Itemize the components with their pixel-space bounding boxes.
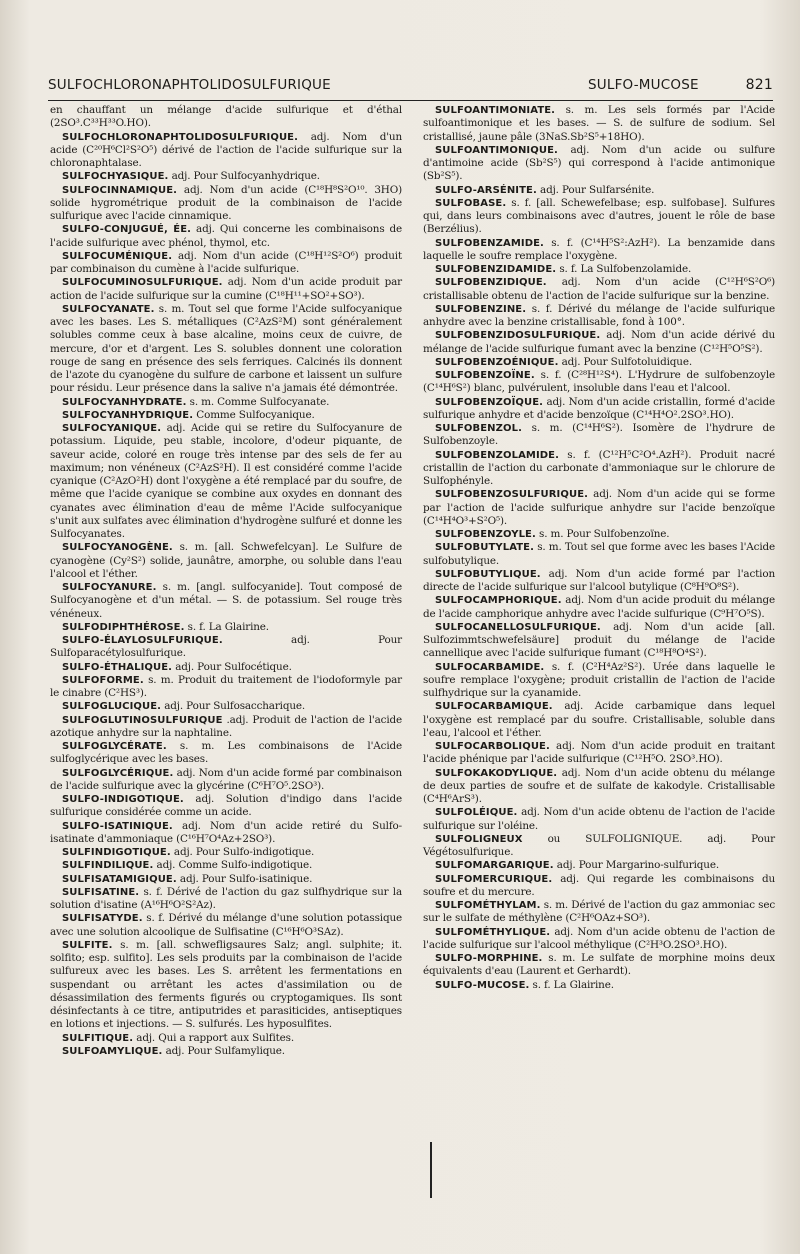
dictionary-entry (423, 568, 775, 595)
dictionary-entry (50, 581, 402, 621)
dictionary-entry (50, 422, 402, 541)
entry-headword: SULFOBENZIDOSULFURIQUE. (435, 330, 601, 342)
entry-headword: SULFO-CONJUGUÉ, ÉE. (62, 224, 192, 236)
dictionary-entry (423, 661, 775, 701)
entry-definition: s. f. (C²H⁴Az²S²). Urée dans laquelle le soufre remplace l'oxygène; produit cristallin de l'action de l'acide sulfhydrique sur la cyanamide. (423, 660, 775, 699)
dictionary-entry (423, 369, 775, 396)
entry-definition: adj. Nom d'un acide (C¹⁸H⁸S²O¹⁰. 3HO) solide hygrométrique produit de la combinaison de l'acide sulfurique avec l'acide cinnamique. (50, 183, 402, 222)
entry-headword: SULFITE. (62, 939, 113, 951)
entry-headword: SULFOBASE. (435, 197, 507, 209)
entry-definition: s. f. La Glairine. (529, 978, 614, 991)
entry-headword: SULFISATAMIGIQUE. (62, 873, 177, 885)
entry-headword: SULFOCYANATE. (62, 303, 155, 315)
entry-headword: SULFOCHYASIQUE. (62, 171, 169, 183)
entry-headword: SULFOBUTYLATE. (435, 542, 535, 554)
dictionary-entry (50, 184, 402, 224)
entry-headword: SULFOCYANHYDRATE. (62, 396, 187, 408)
entry-definition: adj. Nom d'un acide cristallin, formé d'acide sulfurique anhydre et d'acide benzoïque (C¹⁴H⁴O².2SO³.HO). (423, 395, 775, 421)
entry-definition: adj. Nom d'un acide dérivé du mélange de l'acide sulfurique fumant avec la benzine (C¹²H⁵O⁵S²). (423, 329, 775, 355)
dictionary-entry (423, 197, 775, 237)
dictionary-entry (423, 396, 775, 423)
entry-headword: SULFO-ÉLAYLOSULFURIQUE. (62, 635, 223, 646)
entry-definition: adj. Pour Sulfamylique. (162, 1044, 285, 1057)
header-rule (48, 100, 773, 101)
entry-headword: SULFOCUMINOSULFURIQUE. (62, 277, 223, 289)
entry-definition: s. f. (C¹⁴H⁵S²:AzH²). La benzamide dans laquelle le soufre remplace l'oxygène. (423, 236, 775, 262)
dictionary-entry (50, 700, 402, 713)
entry-definition: s. m. Les combinaisons de l'Acide sulfoglycérique avec les bases. (50, 740, 402, 766)
entry-headword: SULFOGLYCÉRIQUE. (62, 767, 174, 779)
entry-definition: s. m. [all. Schwefelcyan]. Le Sulfure de cyanogène (Cy²S²) solide, jaunâtre, amorphe, ou soluble dans l'eau l'alcool et l'éther. (50, 541, 402, 580)
dictionary-entry (423, 184, 775, 197)
entry-definition: adj. Qui concerne les combinaisons de l'acide sulfurique avec phénol, thymol, etc. (50, 223, 402, 249)
entry-definition: adj. Qui a rapport aux Sulfites. (133, 1031, 294, 1044)
entry-definition: s. m. Pour Sulfobenzoïne. (535, 528, 670, 540)
dictionary-entry (50, 714, 402, 741)
entry-headword: SULFO-MUCOSE. (435, 979, 530, 991)
entry-definition: s. f. (C¹²H⁵C²O⁴.AzH²). Produit nacré cristallin de l'action du carbonate d'ammoniaque sur le chlorure de Sulfophényle. (423, 448, 775, 487)
entry-definition: adj. Nom d'un acide (C¹⁸H¹²S²O⁶) produit par combinaison du cumène à l'acide sulfurique. (50, 249, 402, 275)
entry-definition: s. f. [all. Schewefelbase; esp. sulfobase]. Sulfures qui, dans leurs combinaisons avec d'autres, jouent le rôle de base (Berzélius). (423, 196, 775, 236)
dictionary-entry (423, 594, 775, 621)
entry-definition: s. f. Dérivé du mélange d'une solution potassique avec une solution alcoolique de Sulfisatine (C¹⁶H⁶O³SAz). (50, 912, 402, 938)
entry-definition: adj. Pour Sulfarsénite. (536, 183, 655, 196)
entry-definition: adj. Nom d'un acide (C²⁰H⁶Cl²S²O⁵) dérivé de l'action de l'acide sulfurique sur la chloronaphtalase. (50, 130, 402, 169)
dictionary-entry (50, 250, 402, 277)
dictionary-entry (50, 223, 402, 250)
entry-headword: SULFO-ARSÉNITE. (435, 184, 537, 196)
dictionary-entry (423, 144, 775, 184)
dictionary-entry (423, 700, 775, 740)
entry-headword: SULFOGLUTINOSULFURIQUE (62, 714, 223, 726)
right-column (423, 104, 775, 992)
dictionary-entry (423, 979, 775, 992)
entry-definition: adj. Nom d'un acide qui se forme par l'action de l'acide sulfurique anhydre sur l'acide benzoïque (C¹⁴H⁴O³+S²O⁵). (423, 488, 775, 527)
header-left-title: SULFOCHLORONAPHTOLIDOSULFURIQUE (48, 77, 331, 93)
entry-headword: SULFOBENZOSULFURIQUE. (435, 489, 589, 501)
entry-headword: SULFINDILIQUE. (62, 860, 154, 872)
entry-headword: SULFOBENZOÏNE. (435, 370, 535, 381)
left-column (50, 104, 402, 1058)
entry-definition: Comme Sulfocyanique. (193, 408, 315, 421)
dictionary-entry (50, 912, 402, 939)
entry-headword: SULFOMÉTHYLIQUE. (435, 926, 551, 938)
entry-definition: adj. Solution d'indigo dans l'acide sulfurique considérée comme un acide. (50, 793, 402, 819)
entry-headword: SULFO-INDIGOTIQUE. (62, 794, 184, 805)
entry-headword: SULFOBENZOYLE. (435, 529, 536, 540)
entry-definition: s. m. Tout sel que forme l'Acide sulfocyanique avec les bases. Les S. métalliques (C²AzS²M) sont généralement solubles comme ceux à base alcaline, moins ceux de cuivre, de mercure, d'or et d'argent. Les S. solubles donnent une coloration rouge de sang en présence des sels ferriques. Calcinés ils donnent de l'azote du cyanogène du sulfure de carbone et laissent un sulfure pour résidu. Leur présence dans la salive n'a jamais été démontrée. (50, 302, 402, 395)
entry-definition: adj. Nom d'un acide produit en traitant l'acide phénique par l'acide sulfurique (C¹²H⁵O. 2SO³.HO). (423, 740, 775, 766)
entry-definition: .adj. Produit de l'action de l'acide azotique anhydre sur la naphtaline. (50, 713, 402, 739)
entry-definition: s. f. La Sulfobenzolamide. (556, 263, 692, 275)
entry-headword: SULFOCYANIQUE. (62, 423, 162, 434)
entry-definition: adj. Nom d'un acide formé par l'action directe de l'acide sulfurique sur l'alcool butylique (C⁸H⁹O⁸S²). (423, 567, 775, 593)
entry-headword: SULFOCYANOGÈNE. (62, 542, 173, 554)
entry-headword: SULFOGLYCÉRATE. (62, 741, 167, 752)
entry-definition: adj. Nom d'un acide obtenu de l'action de l'acide sulfurique sur l'alcool méthylique (C²H³O.2SO³.HO). (423, 925, 775, 951)
entry-definition: adj. Pour Sulfo-isatinique. (176, 872, 313, 885)
dictionary-entry (50, 793, 402, 820)
dictionary-entry (50, 409, 402, 422)
entry-definition: en chauffant un mélange d'acide sulfurique et d'éthal (2SO³.C³³H³³O.HO). (50, 104, 402, 130)
entry-headword: SULFO-ÉTHALIQUE. (62, 661, 173, 673)
dictionary-entry (423, 276, 775, 303)
dictionary-entry (50, 1032, 402, 1045)
entry-definition: adj. Pour Margarino-sulfurique. (553, 859, 719, 872)
dictionary-entry (423, 541, 775, 568)
entry-definition: s. m. Dérivé de l'action du gaz ammoniac sec sur le sulfate de méthylène (C²H⁶OAz+SO³). (423, 899, 775, 925)
entry-definition: adj. Nom d'un acide produit du mélange de l'acide camphorique anhydre avec l'acide sulfurique (C⁹H⁷O⁵S). (423, 594, 775, 620)
dictionary-entry (50, 886, 402, 913)
entry-definition: adj. Nom d'un acide obtenu de l'action de l'acide sulfurique sur l'oléine. (423, 806, 775, 832)
entry-definition: adj. Nom d'un acide produit par action de l'acide sulfurique sur la cumine (C¹⁸H¹¹+SO²+SO³). (50, 276, 402, 302)
entry-headword: SULFO-MORPHINE. (435, 953, 543, 964)
entry-definition: s. f. (C²⁸H¹²S⁴). L'Hydrure de sulfobenzoyle (C¹⁴H⁶S²) blanc, pulvérulent, insoluble dans l'eau et l'alcool. (423, 369, 775, 395)
dictionary-entry (50, 873, 402, 886)
page-number: 821 (745, 77, 773, 93)
entry-definition: s. m. [all. schwefligsaures Salz; angl. sulphite; it. solfito; esp. sulfito]. Les sels produits par la combinaison de l'acide sulfureux avec les bases. Les S. arrêtent les fermentations en suspendant ou arrêtant les actes d'assimilation ou de désassimilation des ferments figurés ou cryptogamiques. Ils sont désinfectants à ce titre, antiputrides et parasiticides, antiseptiques en lotions et injections. — S. sulfurés. Les hyposulfites. (50, 938, 402, 1031)
entry-definition: adj. Pour Sulfosaccharique. (161, 700, 306, 713)
entry-headword: SULFOAMYLIQUE. (62, 1045, 163, 1057)
dictionary-entry (423, 422, 775, 449)
dictionary-entry (423, 833, 775, 860)
entry-headword: SULFOBENZOÉNIQUE. (435, 356, 559, 368)
entry-headword: SULFISATINE. (62, 886, 140, 898)
dictionary-entry (50, 846, 402, 859)
entry-definition: adj. Nom d'un acide (C¹²H⁶S²O⁶) cristallisable obtenu de l'action de l'acide sulfurique sur la benzine. (423, 276, 775, 302)
dictionary-entry (423, 859, 775, 872)
entry-definition: adj. Pour Sulfocyanhydrique. (168, 170, 320, 183)
entry-headword: SULFOBENZOÏQUE. (435, 396, 544, 408)
dictionary-entry (423, 952, 775, 979)
dictionary-entry (423, 899, 775, 926)
running-header (48, 74, 773, 96)
entry-definition: adj. Pour Sulfotoluidique. (558, 355, 692, 368)
entry-headword: SULFOCHLORONAPHTOLIDOSULFURIQUE. (62, 131, 298, 143)
entry-headword: SULFOBENZINE. (435, 303, 527, 315)
dictionary-entry (423, 104, 775, 144)
entry-headword: SULFOMERCURIQUE. (435, 873, 553, 885)
entry-headword: SULFOFORME. (62, 674, 144, 686)
dictionary-entry (423, 356, 775, 369)
entry-headword: SULFOBENZAMIDE. (435, 237, 544, 249)
dictionary-entry (423, 303, 775, 330)
dictionary-entry (50, 541, 402, 581)
entry-definition: s. m. Les sels formés par l'Acide sulfoantimonique et les bases. — S. de sulfure de sodium. Sel cristallisé, jaune pâle (3NaS.Sb²S⁵+18HO). (423, 104, 775, 143)
entry-definition: adj. Nom d'un acide retiré du Sulfo-isatinate d'ammoniaque (C¹⁶H⁷O⁴Az+2SO³). (50, 819, 402, 845)
entry-definition: adj. Acide carbamique dans lequel l'oxygène est remplacé par du soufre. Cristallisable, soluble dans l'eau, l'alcool et l'éther. (423, 700, 775, 739)
dictionary-entry (50, 396, 402, 409)
dictionary-entry (50, 634, 402, 661)
entry-headword: SULFODIPHTHÉROSE. (62, 621, 185, 633)
dictionary-entry (50, 1045, 402, 1058)
entry-definition: s. f. La Glairine. (184, 620, 269, 633)
dictionary-entry (50, 131, 402, 171)
dictionary-entry (50, 820, 402, 847)
entry-headword: SULFOCARBOLIQUE. (435, 741, 550, 752)
entry-definition: adj. Acide qui se retire du Sulfocyanure de potassium. Liquide, peu stable, incolore, d'odeur piquante, de saveur acide, coloré en rouge très intense par des sels de fer au maximum; non vénéneux (C²AzS²H). Il est considéré comme l'acide cyanique (C²AzO²H) dont l'oxygène a été remplacé par du soufre, de même que l'acide cyanique se combine aux oxydes en donnant des cyanates avec élimination d'eau de même l'Acide sulfocyanique s'unit aux sulfates avec élimination d'hydrogène sulfuré et donne les Sulfocyanates. (50, 422, 402, 540)
entry-headword: SULFOCUMÉNIQUE. (62, 250, 173, 262)
header-right-title: SULFO-MUCOSE (588, 77, 699, 93)
dictionary-entry (50, 939, 402, 1032)
dictionary-entry (423, 488, 775, 528)
dictionary-entry (50, 276, 402, 303)
entry-headword: SULFOBENZOLAMIDE. (435, 449, 560, 461)
entry-definition: s. f. Dérivé de l'action du gaz sulfhydrique sur la solution d'isatine (A¹⁶H⁶O²S²Az). (50, 885, 402, 911)
entry-headword: SULFOBENZIDIQUE. (435, 277, 547, 289)
dictionary-entry (423, 806, 775, 833)
dictionary-entry (50, 674, 402, 701)
entry-definition: adj. Pour Sulfoparacétylosulfurique. (50, 634, 402, 660)
entry-headword: SULFOLÉIQUE. (435, 807, 518, 819)
entry-headword: SULFOBUTYLIQUE. (435, 568, 541, 580)
entry-definition: adj. Nom d'un acide ou sulfure d'antimoine acide (Sb²S⁵) qui correspond à l'acide antimonique (Sb²S⁵). (423, 143, 775, 183)
entry-headword: SULFISATYDE. (62, 913, 143, 925)
entry-definition: s. m. Comme Sulfocyanate. (186, 395, 330, 408)
entry-headword: SULFOCYANURE. (62, 582, 157, 593)
entry-definition: adj. Pour Sulfo-indigotique. (170, 846, 315, 858)
entry-headword: SULFOMÉTHYLAM. (435, 900, 541, 911)
entry-headword: SULFOBENZOL. (435, 423, 522, 434)
dictionary-entry (423, 237, 775, 264)
dictionary-entry (50, 740, 402, 767)
dictionary-entry (50, 767, 402, 794)
entry-definition: s. f. Dérivé du mélange de l'acide sulfurique anhydre avec la benzine cristallisable, fond à 100°. (423, 302, 775, 328)
entry-definition: s. m. Le sulfate de morphine moins deux équivalents d'eau (Laurent et Gerhardt). (423, 952, 775, 978)
entry-headword: SULFOCYANHYDRIQUE. (62, 409, 194, 421)
entry-definition: adj. Comme Sulfo-indigotique. (153, 859, 313, 872)
entry-definition: ou SULFOLIGNIQUE. adj. Pour Végétosulfurique. (423, 832, 775, 858)
dictionary-entry (423, 767, 775, 807)
entry-definition: s. m. (C¹⁴H⁶S²). Isomère de l'hydrure de Sulfobenzoyle. (423, 422, 775, 448)
dictionary-entry (50, 170, 402, 183)
entry-headword: SULFOCINNAMIQUE. (62, 184, 178, 196)
entry-headword: SULFOMARGARIQUE. (435, 860, 554, 872)
entry-headword: SULFOBENZIDAMIDE. (435, 264, 557, 275)
margin-mark (430, 1142, 432, 1198)
entry-definition: adj. Pour Sulfocétique. (172, 660, 292, 673)
dictionary-entry (423, 329, 775, 356)
dictionary-entry (50, 661, 402, 674)
dictionary-entry (423, 263, 775, 276)
entry-headword: SULFO-ISATINIQUE. (62, 820, 173, 832)
entry-headword: SULFINDIGOTIQUE. (62, 847, 171, 858)
dictionary-entry (423, 926, 775, 953)
entry-headword: SULFOCAMPHORIQUE. (435, 595, 562, 607)
entry-definition: s. m. Tout sel que forme avec les bases l'Acide sulfobutylique. (423, 541, 775, 567)
dictionary-entry (50, 303, 402, 396)
dictionary-entry (423, 740, 775, 767)
entry-headword: SULFOLIGNEUX (435, 833, 523, 845)
dictionary-entry (423, 621, 775, 661)
entry-definition: adj. Nom d'un acide formé par combinaison de l'acide sulfurique avec la glycérine (C⁶H⁷O⁵.2SO³). (50, 766, 402, 792)
entry-definition: s. m. [angl. sulfocyanide]. Tout composé de Sulfocyanogène et d'un métal. — S. de potassium. Sel rouge très vénéneux. (50, 581, 402, 620)
dictionary-entry (50, 104, 402, 131)
dictionary-entry (50, 859, 402, 872)
dictionary-entry (423, 873, 775, 900)
entry-headword: SULFOKAKODYLIQUE. (435, 767, 558, 779)
entry-headword: SULFOCANELLOSULFURIQUE. (435, 621, 601, 633)
entry-definition: adj. Qui regarde les combinaisons du soufre et du mercure. (423, 872, 775, 898)
entry-headword: SULFOCARBAMIDE. (435, 661, 545, 673)
dictionary-entry (423, 528, 775, 541)
entry-definition: s. m. Produit du traitement de l'iodoformyle par le cinabre (C²HS³). (50, 673, 402, 699)
dictionary-entry (423, 449, 775, 489)
entry-definition: adj. Nom d'un acide [all. Sulfozimmtschwefelsäure] produit du mélange de l'acide cannellique avec l'acide sulfurique fumant (C¹⁸H⁸O⁴S²). (423, 620, 775, 660)
entry-headword: SULFOANTIMONIQUE. (435, 144, 558, 156)
entry-headword: SULFOCARBAMIQUE. (435, 701, 553, 713)
entry-headword: SULFITIQUE. (62, 1032, 134, 1044)
dictionary-entry (50, 621, 402, 634)
entry-definition: adj. Nom d'un acide obtenu du mélange de deux parties de soufre et de sulfate de kakodyle. Cristallisable (C⁴H⁶ArS³). (423, 766, 775, 805)
entry-headword: SULFOANTIMONIATE. (435, 105, 556, 116)
entry-headword: SULFOGLUCIQUE. (62, 701, 162, 713)
